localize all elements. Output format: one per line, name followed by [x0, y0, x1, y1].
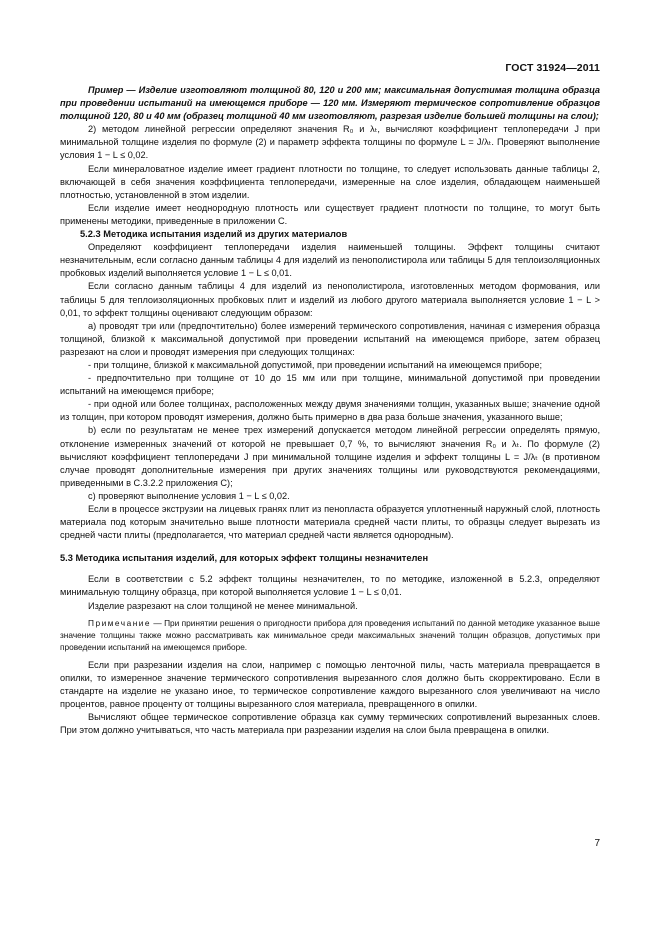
extrusion-paragraph: Если в процессе экструзии на лицевых гранях плит из пенопласта образуется уплотненный наружный слой, плотность материала под которым значительно выше плотности материала средней части плиты, то образцы следует вырезать из средней части плиты (предполагается, что материал средней части является однородным). — [60, 504, 600, 541]
total-resistance-paragraph: Вычисляют общее термическое сопротивление образца как сумму термических сопротивлений вырезанных слоев. При этом должно учитываться, что часть материала при разрезании изделия на слои была превращена в опилки. — [60, 712, 600, 736]
page-number: 7 — [594, 838, 600, 849]
paragraph-5-2-3-a: Определяют коэффициент теплопередачи изделия наименьшей толщины. Эффект толщины считают незначительным, если согласно данным таблицы 4 для изделий из пенополистирола или таблицы 5 для теплоизоляционных пробковых изделий выполняется условие 1 − L ≤ 0,01. — [60, 242, 600, 279]
paragraph-5-3-b: Изделие разрезают на слои толщиной не менее минимальной. — [88, 600, 358, 611]
list-item: - при толщине, близкой к максимальной допустимой, при проведении испытаний на имеющемся приборе; — [88, 359, 542, 370]
nonuniform-paragraph: Если изделие имеет неоднородную плотность или существует градиент плотности по толщине, то могут быть применены методики, приведенные в приложении С. — [60, 202, 600, 226]
list-item: - при одной или более толщинах, расположенных между двумя значениями толщин, указанных выше; значение одной из толщин, при котором проводят измерения, должно быть примерно в два раза больше значения, указанного выше; — [60, 399, 600, 423]
regression-paragraph: 2) методом линейной регрессии определяют значения R₀ и λₜ, вычисляют коэффициент теплопередачи J при минимальной толщине изделия по формуле (2) и параметр эффекта толщины по формуле L = J/λₜ. Проверяют выполнение условия 1 − L ≤ 0,02. — [60, 124, 600, 161]
document-page — [60, 0, 600, 935]
paragraph-5-3-a: Если в соответствии с 5.2 эффект толщины незначителен, то по методике, изложенной в 5.2.3, определяют минимальную толщину образца, при которой выполняется условие 1 − L ≤ 0,01. — [60, 574, 600, 598]
section-heading-5-2-3: 5.2.3 Методика испытания изделий из других материалов — [80, 229, 348, 240]
item-a-paragraph: а) проводят три или (предпочтительно) более измерений термического сопротивления, начиная с измерения образца толщиной, близкой к максимальной допустимой при проведении испытаний на имеющемся приборе, затем образец разрезают на слои и проводят измерения при следующих толщинах: — [60, 320, 600, 357]
item-b-paragraph: b) если по результатам не менее трех измерений допускается методом линейной регрессии определять прямую, отклонение измеренных значений от которой не превышает 0,7 %, то вычисляют значения R₀ и λₜ. По формуле (2) вычисляют коэффициент теплопередачи J при минимальной толщине изделия и эффект толщины L = J/λₜ (в противном случае проводят дополнительные измерения при других значениях толщины или руководствуются рекомендациями, приведенными в С.3.2.2 приложения С); — [60, 425, 600, 488]
cutting-paragraph: Если при разрезании изделия на слои, например с помощью ленточной пилы, часть материала превращается в опилки, то измеренное значение термического сопротивления вырезанного слоя должно быть скорректировано. Если в стандарте на изделие не указано иное, то термическое сопротивление каждого вырезанного слоя увеличивают на число процентов, равное проценту от толщины вырезанного слоя материала, превращенного в опилки. — [60, 659, 600, 709]
page-content — [60, 84, 600, 737]
paragraph-5-2-3-b: Если согласно данным таблицы 4 для изделий из пенополистирола, изготовленных методом формования, или таблицы 5 для теплоизоляционных пробковых плит и изделий из любого другого материала выполняется условие 1 − L > 0,01, то эффект толщины оценивают следующим образом: — [60, 281, 600, 318]
standard-header: ГОСТ 31924—2011 — [505, 62, 600, 74]
example-paragraph: Пример — Изделие изготовляют толщиной 80, 120 и 200 мм; максимальная допустимая толщина образца при проведении испытаний на имеющемся приборе — 120 мм. Измеряют термическое сопротивление образцов толщиной 120, 80 и 40 мм (образец толщиной 40 мм изготовляют, разрезая изделие большей толщины на слои); — [60, 85, 600, 122]
item-c-paragraph: с) проверяют выполнение условия 1 − L ≤ 0,02. — [88, 490, 290, 501]
note-text: — При принятии решения о пригодности прибора для проведения испытаний по данной методике указанное выше значение толщины также можно рассматривать как минимальное среди максимальных значений толщин образцов, допустимых при проведении испытаний на имеющемся приборе. — [60, 617, 600, 652]
list-item: - предпочтительно при толщине от 10 до 15 мм или при толщине, минимальной допустимой при проведении испытаний на имеющемся приборе; — [60, 373, 600, 397]
note-paragraph — [60, 617, 600, 653]
section-heading-5-3: 5.3 Методика испытания изделий, для которых эффект толщины незначителен — [60, 553, 429, 564]
note-label: Примечание — [88, 617, 152, 628]
gradient-paragraph: Если минераловатное изделие имеет градиент плотности по толщине, то следует использовать данные таблицы 2, включающей в себя значения коэффициента теплопередачи, измеренные на слое изделия, обладающем наименьшей плотностью, установленной в этом изделии. — [60, 163, 600, 200]
